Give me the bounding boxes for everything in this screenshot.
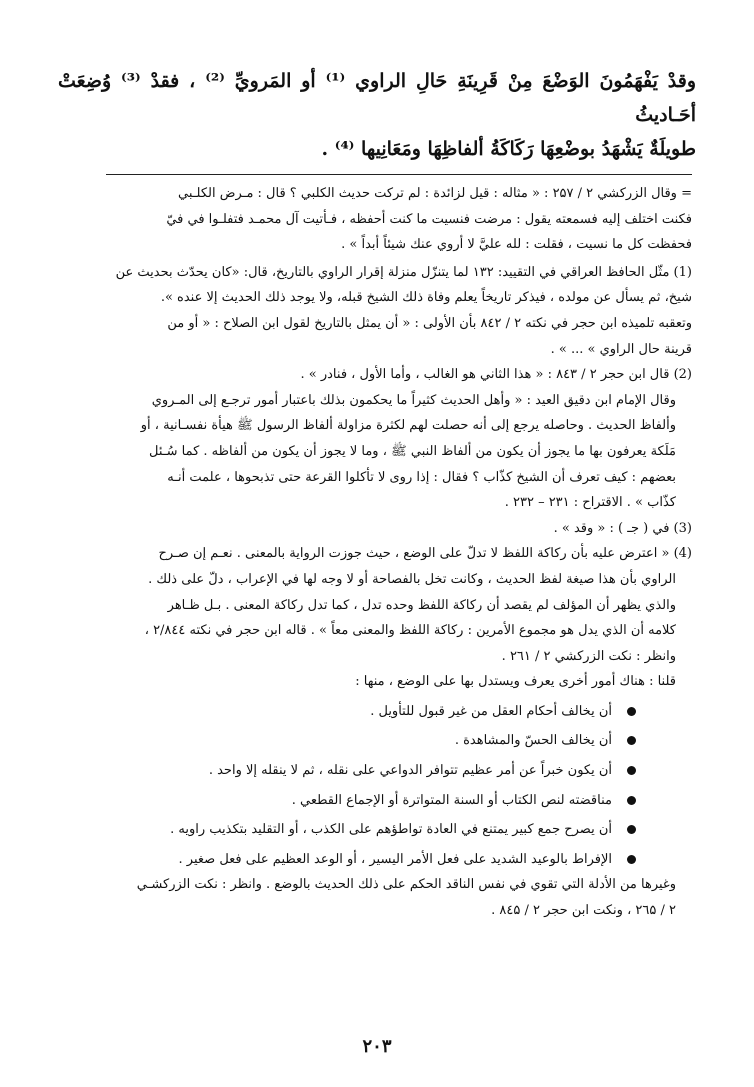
footnote-continued bbox=[62, 181, 692, 258]
main-text bbox=[58, 64, 696, 166]
note-line: كلامه أن الذي يدل هو مجموع الأمرين : ركاكة اللفظ والمعنى معاً » . قاله ابن حجر في نكته ۲/۸٤٤ ، bbox=[144, 623, 676, 639]
main-line: وقدْ يَفْهَمُونَ الوَضْعَ مِنْ قَرِينَةِ حَالِ الراوي ⁽¹⁾ أو المَرويِّ ⁽²⁾ ، فقدْ ⁽³⁾ وُضِعَتْ أحَـاديثُ bbox=[58, 70, 697, 126]
note-line: = وقال الزركشي ۲ / ۲۵۷ : « مثاله : قيل لزائدة : لم تركت حديث الكلبي ؟ قال : مـرض الكلـبي bbox=[177, 186, 692, 201]
note-line: ۲ / ۲٦۵ ، ونكت ابن حجر ۲ / ۸٤۵ . bbox=[491, 903, 676, 919]
footnote-2 bbox=[62, 362, 692, 516]
list-item bbox=[62, 758, 636, 784]
footnote-3 bbox=[62, 516, 692, 542]
note-line: فكنت اختلف إليه فسمعته يقول : مرضت فنسيت ما كنت أحفظه ، فـأتيت آل محمـد فتفلـوا في فيّ bbox=[166, 211, 692, 227]
note-line: وغيرها من الأدلة التي تقوي في نفس الناقد الحكم على ذلك الحديث بالوضع . وانظر : نكت الزركشـي bbox=[136, 877, 676, 893]
note-line: (3) في ( جـ ) : « وقد » . bbox=[553, 520, 692, 536]
main-line: طويلَةٌ يَشْهَدُ بوضْعِهَا رَكَاكَةُ ألفاظِهَا ومَعَانِيها ⁽⁴⁾ . bbox=[321, 138, 696, 160]
list-item bbox=[62, 728, 636, 754]
bullet-icon bbox=[627, 707, 636, 716]
note-line: شيخ، ثم يسأل عن مولده ، فيذكر تاريخاً يعلم وفاة ذلك الشيخ قبله، ولا يوجد ذلك الحديث إلا عنده ». bbox=[160, 290, 692, 306]
note-line: كذّاب » . الاقتراح : ۲۳۱ – ۲۳۲ . bbox=[504, 495, 676, 511]
note-line: بعضهم : كيف تعرف أن الشيخ كذّاب ؟ فقال : إذا روى لا تأكلوا القرعة حتى تذبحوها ، علمت أنـه bbox=[167, 469, 676, 485]
bullet-icon bbox=[627, 825, 636, 834]
bullet-icon bbox=[627, 766, 636, 775]
bullet-icon bbox=[627, 796, 636, 805]
list-item-text: أن يصرح جمع كبير يمتنع في العادة تواطؤهم على الكذب ، أو التقليد بتكذيب راويه . bbox=[170, 822, 612, 838]
note-line: وقال الإمام ابن دقيق العيد : « وأهل الحديث كثيراً ما يحكمون بذلك باعتبار أمور ترجـع إلى المـروي bbox=[151, 392, 676, 408]
list-item bbox=[62, 817, 636, 843]
note-line: الراوي بأن هذا صيغة لفظ الحديث ، وكانت تخل بالفصاحة أو لا وجه لها في الإعراب ، دلّ على ذلك . bbox=[148, 571, 676, 587]
list-item bbox=[62, 847, 636, 873]
note-line: (4) « اعترض عليه بأن ركاكة اللفظ لا تدلّ على الوضع ، حيث جوزت الرواية بالمعنى . نعـم إن صـرح bbox=[158, 546, 692, 562]
note-line: وانظر : نكت الزركشي ۲ / ۲٦۱ . bbox=[501, 648, 676, 664]
list-item-text: أن يخالف الحسّ والمشاهدة . bbox=[454, 733, 612, 749]
note-line: فحفظت كل ما نسيت ، فقلت : لله عليَّ لا أروي عنك شيئاً أبداً » . bbox=[341, 237, 692, 253]
footnotes bbox=[62, 181, 692, 924]
note-line: والذي يظهر أن المؤلف لم يقصد أن ركاكة اللفظ وحده تدل ، كما تدل ركاكة المعنى . بـل ظـاهر bbox=[167, 597, 676, 613]
bullet-icon bbox=[627, 736, 636, 745]
page-number: ۲۰۳ bbox=[362, 1036, 392, 1057]
note-intro: قلنا : هناك أمور أخرى يعرف ويستدل بها على الوضع ، منها : bbox=[355, 674, 676, 690]
note-line: وألفاظ الحديث . وحاصله يرجع إلى أنه حصلت لهم لكثرة مزاولة ألفاظ الرسول ﷺ هيأة نفسـانية ، أو bbox=[140, 418, 676, 434]
footnote-4 bbox=[62, 541, 692, 923]
note-line: مَلَكة يعرفون بها ما يجوز أن يكون من ألفاظ النبي ﷺ ، وما لا يجوز أن يكون من ألفاظه . كما سُـئل bbox=[149, 443, 676, 459]
list-item-text: مناقضته لنص الكتاب أو السنة المتواترة أو الإجماع القطعي . bbox=[291, 792, 612, 808]
bullet-list bbox=[62, 699, 692, 873]
list-item-text: الإفراط بالوعيد الشديد على فعل الأمر اليسير ، أو الوعد العظيم على فعل صغير . bbox=[178, 851, 612, 867]
list-item bbox=[62, 699, 636, 725]
note-line: (2) قال ابن حجر ۲ / ۸٤۳ : « هذا الثاني هو الغالب ، وأما الأول ، فنادر » . bbox=[300, 367, 692, 383]
footnote-1 bbox=[62, 260, 692, 362]
footnote-separator bbox=[106, 174, 692, 175]
list-item-text: أن يخالف أحكام العقل من غير قبول للتأويل . bbox=[370, 703, 612, 719]
list-item-text: أن يكون خبراً عن أمر عظيم تتوافر الدواعي على نقله ، ثم لا ينقله إلا واحد . bbox=[208, 763, 612, 779]
bullet-icon bbox=[627, 855, 636, 864]
note-line: (1) مثّل الحافظ العراقي في التقييد: ۱۳۲ لما يتنزّل منزلة إقرار الراوي بالتاريخ، قال: «كان يحدّث بحديث عن bbox=[115, 264, 692, 280]
note-line: وتعقبه تلميذه ابن حجر في نكته ۲ / ۸٤۲ بأن الأولى : « أن يمثل بالتاريخ لقول ابن الصلاح : « أو من bbox=[167, 315, 692, 331]
note-line: قرينة حال الراوي » ... » . bbox=[550, 341, 692, 357]
list-item bbox=[62, 788, 636, 814]
